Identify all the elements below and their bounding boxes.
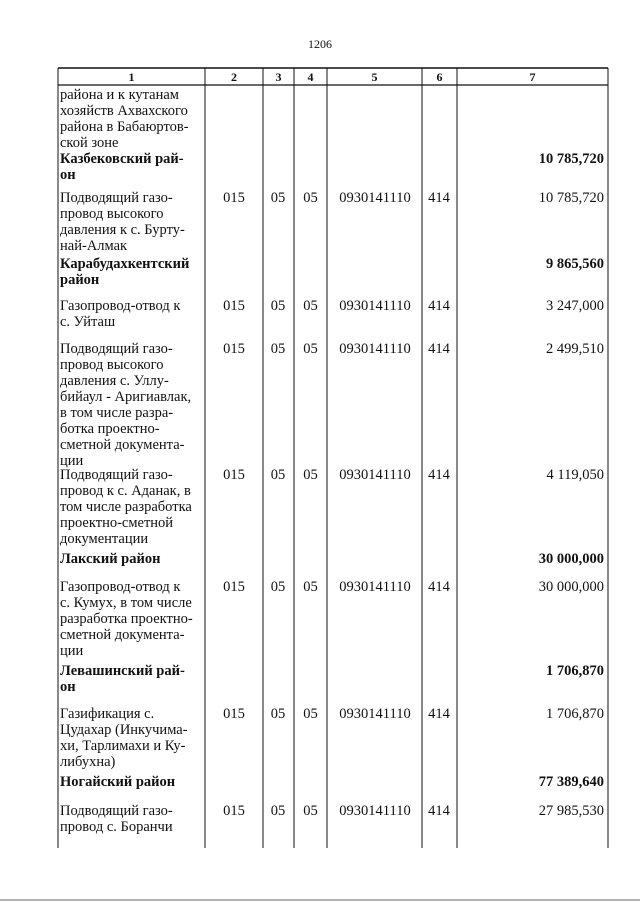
row-code-4: 05 [303, 190, 318, 206]
row-code-5: 0930141110 [339, 579, 411, 595]
row-amount: 3 247,000 [546, 298, 604, 314]
row-code-2: 015 [223, 190, 245, 206]
row-name: района и к кутанам хозяйств Ахвахского района в Бабаюртов- ской зоне [60, 87, 189, 151]
row-code-3: 05 [270, 298, 286, 314]
row-code-6: 414 [428, 341, 450, 357]
page-number: 1206 [308, 37, 332, 51]
row-code-2: 015 [223, 341, 245, 357]
row-name: Подводящий газо- провод высокого давления к с. Бурту- най-Алмак [60, 190, 185, 254]
header-col-4: 4 [307, 70, 314, 84]
row-code-4: 05 [303, 467, 318, 483]
row-code-4: 05 [303, 341, 318, 357]
row-code-4: 05 [303, 803, 318, 819]
district-name: Казбековский рай- он [60, 151, 184, 183]
row-code-6: 414 [428, 298, 450, 314]
header-col-5: 5 [371, 70, 378, 84]
row-code-2: 015 [223, 579, 245, 595]
row-amount: 27 985,530 [538, 803, 604, 819]
row-amount: 30 000,000 [538, 579, 604, 595]
row-code-6: 414 [428, 190, 450, 206]
district-name: Левашинский рай- он [60, 663, 185, 695]
row-code-3: 05 [270, 190, 286, 206]
district-name: Карабудахкентский район [60, 256, 190, 288]
row-name: Газопровод-отвод к с. Уйташ [60, 298, 181, 330]
row-code-2: 015 [223, 706, 245, 722]
header-col-3: 3 [275, 70, 282, 84]
row-code-5: 0930141110 [339, 190, 411, 206]
header-col-2: 2 [231, 70, 237, 84]
row-code-3: 05 [270, 341, 286, 357]
row-code-4: 05 [303, 579, 318, 595]
row-code-2: 015 [223, 298, 245, 314]
district-name: Лакский район [60, 551, 161, 567]
district-name: Ногайский район [60, 774, 176, 790]
row-code-3: 05 [270, 706, 286, 722]
district-total: 77 389,640 [538, 774, 604, 790]
row-code-4: 05 [303, 298, 318, 314]
district-total: 9 865,560 [546, 256, 604, 272]
row-code-3: 05 [270, 803, 286, 819]
row-name: Подводящий газо- провод высокого давления с. Уллу- бийаул - Аригиавлак, в том числе разра- ботка проектно- сметной документа- ции [60, 341, 192, 469]
row-code-5: 0930141110 [339, 706, 411, 722]
row-amount: 2 499,510 [546, 341, 604, 357]
row-code-6: 414 [428, 706, 450, 722]
district-total: 30 000,000 [538, 551, 604, 567]
district-total: 1 706,870 [546, 663, 604, 679]
row-amount: 10 785,720 [538, 190, 604, 206]
row-code-5: 0930141110 [339, 341, 411, 357]
row-code-5: 0930141110 [339, 298, 411, 314]
district-total: 10 785,720 [538, 151, 604, 167]
row-name: Газопровод-отвод к с. Кумух, в том числе разработка проектно- сметной документа- ции [60, 579, 193, 659]
row-code-6: 414 [428, 803, 450, 819]
row-code-4: 05 [303, 706, 318, 722]
row-code-2: 015 [223, 803, 245, 819]
row-code-3: 05 [270, 579, 286, 595]
row-code-3: 05 [270, 467, 286, 483]
row-name: Подводящий газо- провод с. Боранчи [60, 803, 173, 835]
row-amount: 1 706,870 [546, 706, 604, 722]
row-code-6: 414 [428, 467, 450, 483]
row-name: Подводящий газо- провод к с. Аданак, в том числе разработка проектно-сметной документации [60, 467, 192, 547]
header-col-6: 6 [436, 70, 443, 84]
row-code-5: 0930141110 [339, 467, 411, 483]
row-amount: 4 119,050 [546, 467, 604, 483]
header-col-1: 1 [128, 70, 135, 84]
header-col-7: 7 [529, 70, 536, 84]
row-code-6: 414 [428, 579, 450, 595]
row-name: Газификация с. Цудахар (Инкучима- хи, Тарлимахи и Ку- либухна) [60, 706, 188, 770]
row-code-5: 0930141110 [339, 803, 411, 819]
row-code-2: 015 [223, 467, 245, 483]
